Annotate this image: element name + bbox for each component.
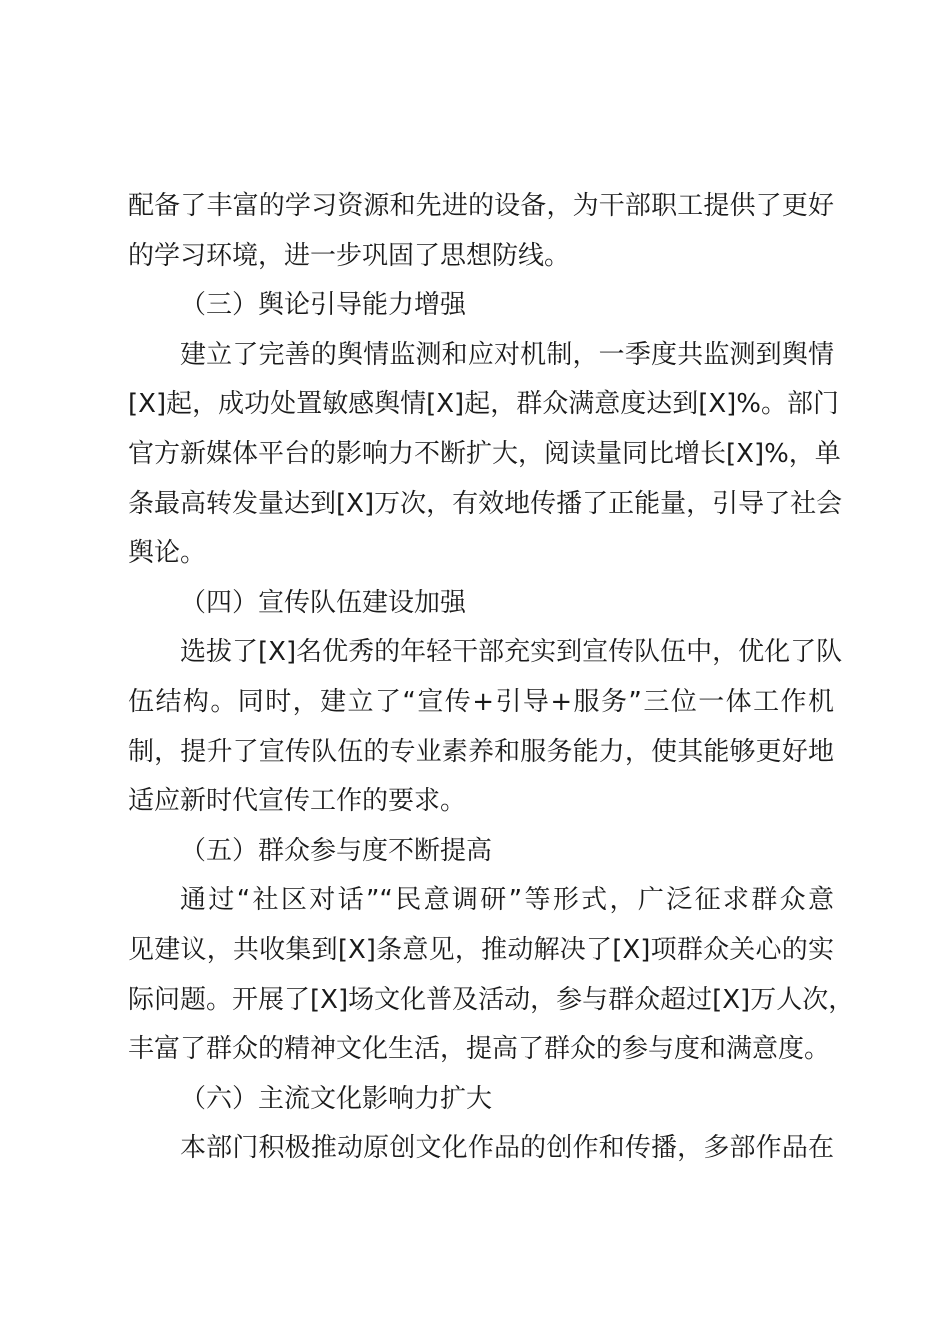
paragraph-line: 见建议，共收集到[X]条意见，推动解决了[X]项群众关心的实 bbox=[128, 934, 834, 965]
section-heading: （五）群众参与度不断提高 bbox=[180, 835, 493, 866]
paragraph-line: [X]起，成功处置敏感舆情[X]起，群众满意度达到[X]%。部门 bbox=[128, 389, 840, 420]
paragraph-line: 舆论。 bbox=[128, 538, 207, 569]
paragraph-line: 通过“社区对话”“民意调研”等形式，广泛征求群众意 bbox=[180, 885, 834, 916]
paragraph-line: 条最高转发量达到[X]万次，有效地传播了正能量，引导了社会 bbox=[128, 488, 843, 519]
paragraph-line: 丰富了群众的精神文化生活，提高了群众的参与度和满意度。 bbox=[128, 1034, 831, 1065]
paragraph-line: 适应新时代宣传工作的要求。 bbox=[128, 786, 467, 817]
section-heading: （三）舆论引导能力增强 bbox=[180, 290, 467, 321]
section-heading: （六）主流文化影响力扩大 bbox=[180, 1083, 493, 1114]
paragraph-line: 的学习环境，进一步巩固了思想防线。 bbox=[128, 240, 571, 271]
paragraph-line: 制，提升了宣传队伍的专业素养和服务能力，使其能够更好地 bbox=[128, 736, 834, 767]
paragraph-line: 本部门积极推动原创文化作品的创作和传播，多部作品在 bbox=[180, 1133, 834, 1164]
paragraph-line: 建立了完善的舆情监测和应对机制，一季度共监测到舆情 bbox=[180, 339, 834, 370]
paragraph-line: 配备了丰富的学习资源和先进的设备，为干部职工提供了更好 bbox=[128, 191, 834, 221]
paragraph-line: 伍结构。同时，建立了“宣传+引导+服务”三位一体工作机 bbox=[128, 686, 834, 717]
paragraph-line: 际问题。开展了[X]场文化普及活动，参与群众超过[X]万人次， bbox=[128, 984, 855, 1015]
section-heading: （四）宣传队伍建设加强 bbox=[180, 587, 467, 618]
document-body bbox=[128, 182, 855, 1174]
paragraph-line: 选拔了[X]名优秀的年轻干部充实到宣传队伍中，优化了队 bbox=[180, 637, 843, 668]
paragraph-line: 官方新媒体平台的影响力不断扩大，阅读量同比增长[X]%，单 bbox=[128, 438, 841, 469]
